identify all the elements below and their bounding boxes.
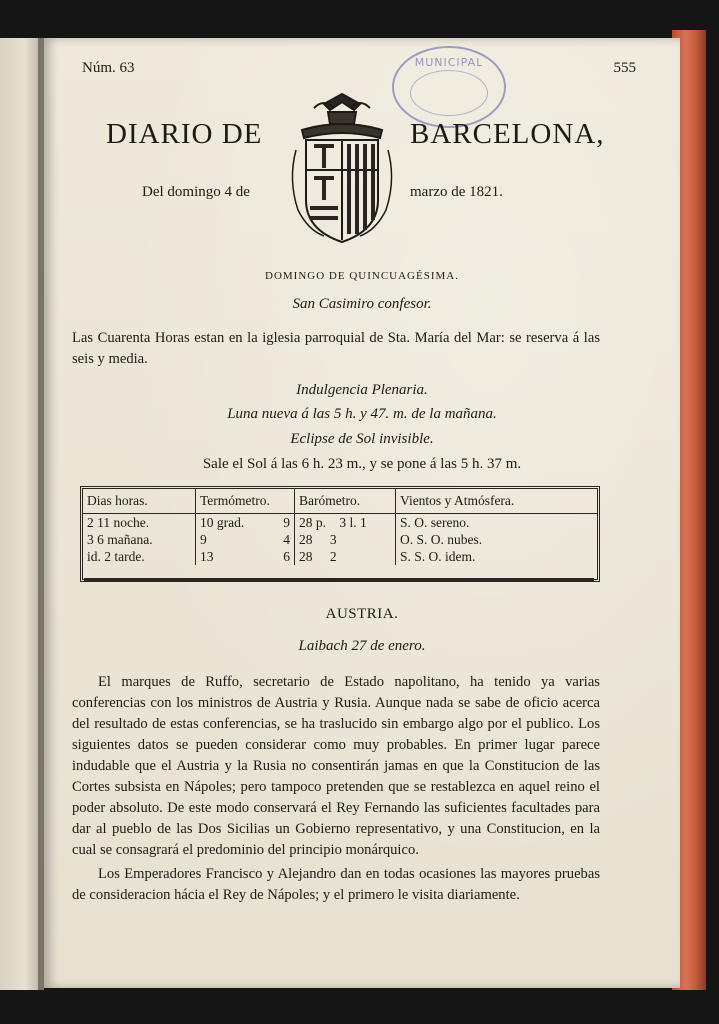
cell-baro-b: 3 l. (339, 514, 357, 530)
eclipse-notice: Eclipse de Sol invisible. (290, 431, 434, 447)
cell-day-hour (83, 531, 196, 548)
sunrise-sunset: Sale el Sol á las 6 h. 23 m., y se pone á las 5 h. 37 m. (202, 456, 522, 472)
cell-period: noche. (113, 514, 150, 530)
col-winds-atmosphere: Vientos y Atmósfera. (396, 489, 598, 514)
table-row (83, 548, 597, 565)
library-stamp (392, 46, 506, 128)
weather-table (80, 486, 600, 582)
table-row (83, 514, 597, 532)
table-row (83, 531, 597, 548)
article-dateline: Laibach 27 de enero. (298, 638, 426, 654)
weather-table-rule (84, 578, 594, 582)
cell-hour: 11 (97, 514, 111, 530)
cell-baro-a: 28 (299, 548, 313, 564)
page-number: 555 (613, 60, 636, 76)
masthead-title-left: DIARIO DE (106, 118, 263, 150)
issue-date-left: Del domingo 4 de (142, 184, 250, 200)
cell-baro-a: 28 (299, 531, 313, 547)
article-paragraph-2: Los Emperadores Francisco y Alejandro dan en todas ocasiones las mayores pruebas de consideracion hácia el Rey de Nápoles; y el primero le visita diariamente. (72, 866, 600, 903)
cell-wind: O. S. O. nubes. (400, 531, 483, 547)
cell-baro-b: 2 (329, 548, 337, 564)
saint-of-day: San Casimiro confesor. (292, 296, 432, 312)
cell-thermo-sub: 6 (283, 548, 290, 564)
stamp-text: MUNICIPAL (414, 56, 484, 69)
cell-baro-c: 1 (360, 514, 367, 530)
cell-barometer (295, 531, 396, 548)
section-heading: AUSTRIA. (325, 606, 399, 622)
cell-thermometer (196, 548, 295, 565)
masthead-title-right: BARCELONA, (410, 118, 605, 150)
cell-thermometer (196, 514, 295, 532)
cell-thermo-value: 10 grad. (200, 514, 245, 530)
cell-day-hour (83, 548, 196, 565)
cell-barometer (295, 548, 396, 565)
newspaper-page (44, 38, 680, 988)
cell-wind: S. S. O. idem. (400, 548, 476, 564)
cell-thermometer (196, 531, 295, 548)
cell-day-hour (83, 514, 196, 532)
cell-hour: 2 (104, 548, 112, 564)
col-barometer: Barómetro. (295, 489, 396, 514)
moon-phase: Luna nueva á las 5 h. y 47. m. de la mañana. (227, 406, 497, 422)
issue-number: Núm. 63 (82, 60, 135, 76)
cell-thermo-value: 13 (200, 548, 214, 564)
cell-hour: 6 (97, 531, 104, 547)
cell-period: tarde. (114, 548, 145, 564)
cell-baro-b: 3 (329, 531, 337, 547)
article-paragraph-1: El marques de Ruffo, secretario de Estado napolitano, ha tenido ya varias conferencias con los ministros de Austria y Rusia. Aunque nada se sabe de oficio acerca del resultado de estas conferencias, se ha traslucido sin embargo algo por el publico. Los siguientes datos se pueden considerar como muy probables. En primer lugar parece indudable que el Austria y la Rusia no consentirán jamas en que la Constitucion de las Cortes subsista en Nápoles; pero tampoco pretenden que se restablezca en aquel reino el poder absoluto. De este modo conservará el Rey Fernando las suficientes facultades para dar al pueblo de las Dos Sicilias un Gobierno representativo, y una Constitucion, en la cual se consagrará el predominio del principio monárquico. (72, 674, 600, 858)
left-page (0, 38, 42, 990)
cell-day: 3 (87, 531, 94, 547)
col-days-hours: Dias horas. (83, 489, 196, 514)
cell-thermo-sub: 9 (283, 514, 290, 530)
col-thermometer: Termómetro. (196, 489, 295, 514)
barcelona-coat-of-arms-icon (284, 90, 400, 248)
cell-thermo-value: 9 (200, 531, 207, 547)
cell-wind: S. O. sereno. (400, 514, 470, 530)
stamp-inner-ring (410, 70, 488, 116)
cell-baro-a: 28 p. (299, 514, 326, 530)
cell-thermo-sub: 4 (283, 531, 290, 547)
weather-table-header-row (83, 489, 597, 514)
indulgence-notice: Indulgencia Plenaria. (296, 382, 428, 398)
cell-day: id. (87, 548, 101, 564)
cell-day: 2 (87, 514, 94, 530)
issue-date-right: marzo de 1821. (410, 184, 503, 200)
liturgical-day: DOMINGO DE QUINCUAGÉSIMA. (265, 270, 459, 282)
cell-period: mañana. (107, 531, 153, 547)
cell-barometer (295, 514, 396, 532)
cuarenta-horas-notice: Las Cuarenta Horas estan en la iglesia parroquial de Sta. María del Mar: se reserva á las seis y media. (72, 330, 600, 367)
